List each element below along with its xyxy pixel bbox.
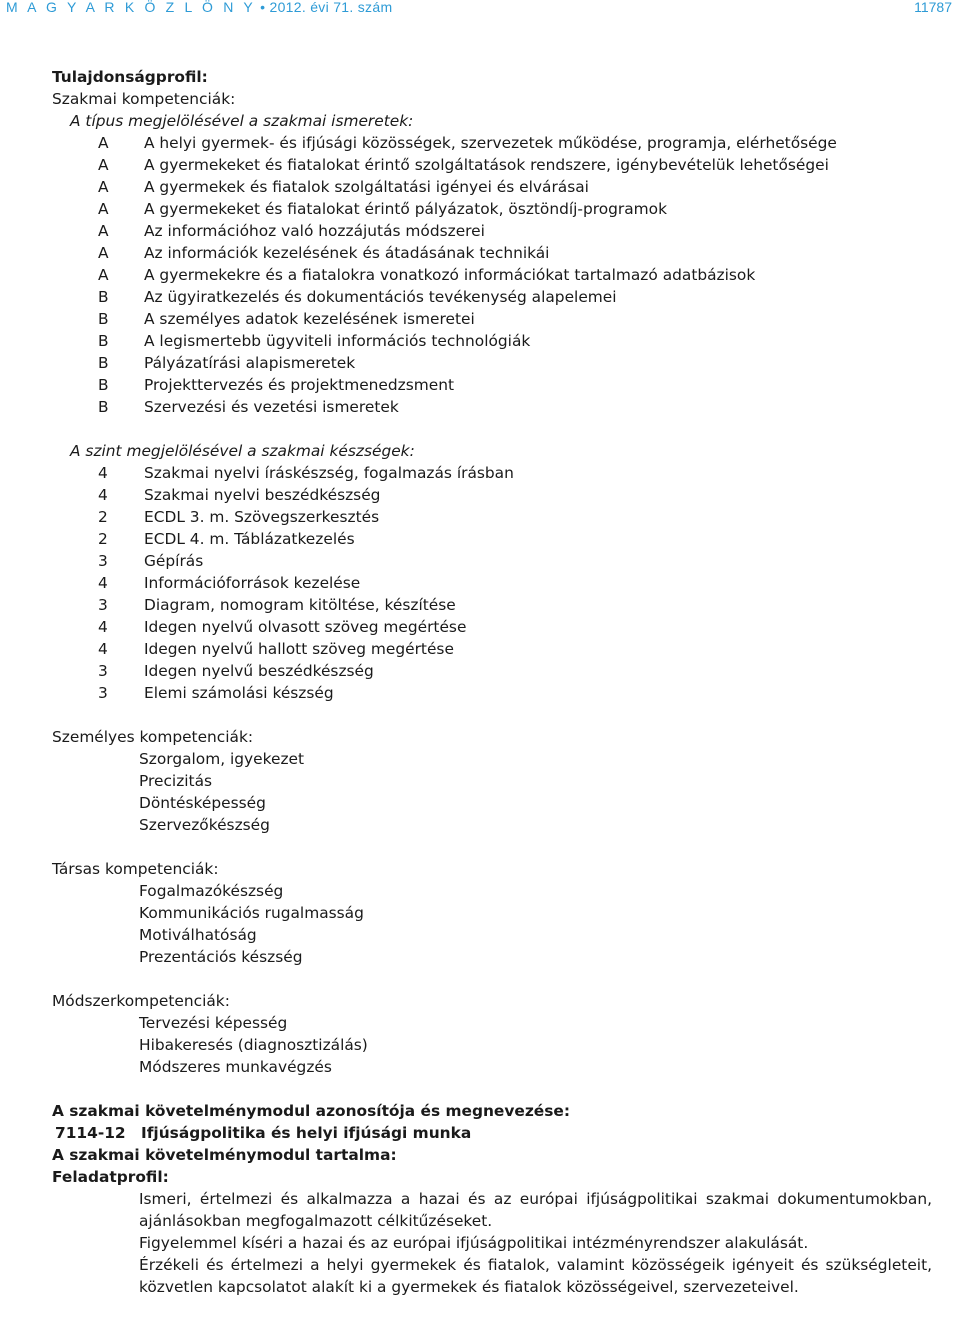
- list-item: [52, 484, 932, 506]
- item-text: A legismertebb ügyviteli információs technológiák: [144, 332, 531, 350]
- list-item: [52, 308, 932, 330]
- item-text: Gépírás: [144, 552, 204, 570]
- list-item: [52, 572, 932, 594]
- list-item: Tervezési képesség: [139, 1014, 288, 1032]
- item-code: B: [98, 310, 109, 328]
- list-item: [52, 176, 932, 198]
- item-text: A gyermekekre és a fiatalokra vonatkozó információkat tartalmazó adatbázisok: [144, 266, 756, 284]
- list-item: [52, 594, 932, 616]
- header-bullet: •: [260, 0, 266, 15]
- list-item: [52, 528, 932, 550]
- journal-title: M A G Y A R K Ö Z L Ö N Y: [6, 0, 256, 15]
- method-competencies-label: Módszerkompetenciák:: [52, 992, 230, 1010]
- item-level: 3: [98, 662, 108, 680]
- item-level: 4: [98, 640, 108, 658]
- module-code: 7114-12: [55, 1124, 126, 1142]
- list-item: [52, 198, 932, 220]
- list-item: Módszeres munkavégzés: [139, 1058, 332, 1076]
- item-text: Az ügyiratkezelés és dokumentációs tevékenység alapelemei: [144, 288, 617, 306]
- list-item: [52, 550, 932, 572]
- item-code: A: [98, 244, 109, 262]
- item-text: A gyermekeket és fiatalokat érintő szolgáltatások rendszere, igénybevételük lehetőségei: [144, 156, 829, 174]
- item-level: 4: [98, 486, 108, 504]
- item-level: 4: [98, 574, 108, 592]
- item-code: A: [98, 266, 109, 284]
- spacer: [52, 704, 932, 726]
- list-item: [52, 506, 932, 528]
- item-level: 3: [98, 684, 108, 702]
- list-item: [52, 352, 932, 374]
- knowledge-list: [52, 132, 932, 418]
- list-item: Motiválhatóság: [139, 926, 257, 944]
- item-code: A: [98, 200, 109, 218]
- professional-competencies-label: Szakmai kompetenciák:: [52, 90, 236, 108]
- personal-competencies-label: Személyes kompetenciák:: [52, 728, 254, 746]
- skills-heading: A szint megjelölésével a szakmai készségek:: [70, 442, 415, 460]
- item-text: Szakmai nyelvi íráskészség, fogalmazás írásban: [144, 464, 514, 482]
- list-item: [52, 264, 932, 286]
- running-header: [6, 0, 392, 15]
- item-code: B: [98, 332, 109, 350]
- list-item: [52, 374, 932, 396]
- item-text: Az információk kezelésének és átadásának technikái: [144, 244, 550, 262]
- list-item: Hibakeresés (diagnosztizálás): [139, 1036, 368, 1054]
- item-text: A gyermekek és fiatalok szolgáltatási igényei és elvárásai: [144, 178, 589, 196]
- spacer: [52, 836, 932, 858]
- item-code: B: [98, 398, 109, 416]
- knowledge-heading: A típus megjelölésével a szakmai ismeretek:: [70, 112, 414, 130]
- task-paragraph: Figyelemmel kíséri a hazai és az európai ifjúságpolitikai intézményrendszer alakulását.: [139, 1234, 809, 1252]
- list-item: Szorgalom, igyekezet: [139, 750, 305, 768]
- list-item: [52, 242, 932, 264]
- item-text: Elemi számolási készség: [144, 684, 334, 702]
- item-level: 4: [98, 618, 108, 636]
- skills-list: [52, 462, 932, 704]
- item-code: B: [98, 288, 109, 306]
- list-item: Fogalmazókészség: [139, 882, 284, 900]
- list-item: [52, 220, 932, 242]
- item-code: B: [98, 376, 109, 394]
- list-item: [52, 154, 932, 176]
- item-code: A: [98, 156, 109, 174]
- list-item: [52, 396, 932, 418]
- module-content-heading: A szakmai követelménymodul tartalma:: [52, 1146, 397, 1164]
- item-text: Idegen nyelvű olvasott szöveg megértése: [144, 618, 467, 636]
- item-text: Szervezési és vezetési ismeretek: [144, 398, 399, 416]
- social-competencies-label: Társas kompetenciák:: [52, 860, 219, 878]
- module-name: Ifjúságpolitika és helyi ifjúsági munka: [141, 1124, 472, 1142]
- item-text: Pályázatírási alapismeretek: [144, 354, 356, 372]
- list-item: [52, 638, 932, 660]
- spacer: [52, 968, 932, 990]
- item-level: 4: [98, 464, 108, 482]
- item-text: Diagram, nomogram kitöltése, készítése: [144, 596, 456, 614]
- list-item: Döntésképesség: [139, 794, 266, 812]
- item-text: A gyermekeket és fiatalokat érintő pályázatok, ösztöndíj-programok: [144, 200, 668, 218]
- spacer: [52, 1078, 932, 1100]
- profile-title: Tulajdonságprofil:: [52, 68, 208, 86]
- item-text: Az információhoz való hozzájutás módszerei: [144, 222, 485, 240]
- list-item: Precizitás: [139, 772, 213, 790]
- list-item: [52, 330, 932, 352]
- task-profile-label: Feladatprofil:: [52, 1168, 169, 1186]
- page-number: 11787: [914, 0, 952, 15]
- item-level: 2: [98, 530, 108, 548]
- list-item: [52, 616, 932, 638]
- item-text: ECDL 3. m. Szövegszerkesztés: [144, 508, 380, 526]
- item-level: 2: [98, 508, 108, 526]
- module-id-heading: A szakmai követelménymodul azonosítója és megnevezése:: [52, 1102, 570, 1120]
- item-text: Idegen nyelvű hallott szöveg megértése: [144, 640, 454, 658]
- task-paragraph: Ismeri, értelmezi és alkalmazza a hazai és az európai ifjúságpolitikai szakmai dokumentumokban, ajánlásokban megfogalmazott célkitűzéseket.: [139, 1190, 932, 1230]
- issue-label: 2012. évi 71. szám: [269, 0, 393, 15]
- item-level: 3: [98, 596, 108, 614]
- item-text: Szakmai nyelvi beszédkészség: [144, 486, 381, 504]
- list-item: [52, 660, 932, 682]
- list-item: Szervezőkészség: [139, 816, 270, 834]
- item-text: ECDL 4. m. Táblázatkezelés: [144, 530, 355, 548]
- list-item: [52, 286, 932, 308]
- item-text: A személyes adatok kezelésének ismeretei: [144, 310, 475, 328]
- list-item: Kommunikációs rugalmasság: [139, 904, 364, 922]
- item-code: B: [98, 354, 109, 372]
- document-body: [52, 66, 932, 1298]
- list-item: [52, 682, 932, 704]
- item-code: A: [98, 134, 109, 152]
- item-text: A helyi gyermek- és ifjúsági közösségek, szervezetek működése, programja, elérhetősége: [144, 134, 837, 152]
- task-paragraph: Érzékeli és értelmezi a helyi gyermekek és fiatalok, valamint közösségeik igényeit és szükségleteit, közvetlen kapcsolatot alakít ki a gyermekek és fiatalok közösségeivel, szervezeteivel.: [139, 1256, 932, 1296]
- module-id-row: [52, 1122, 932, 1144]
- list-item: Prezentációs készség: [139, 948, 303, 966]
- item-level: 3: [98, 552, 108, 570]
- item-code: A: [98, 178, 109, 196]
- list-item: [52, 132, 932, 154]
- task-list: [52, 1188, 932, 1298]
- spacer: [52, 418, 932, 440]
- item-text: Projekttervezés és projektmenedzsment: [144, 376, 455, 394]
- item-text: Információforrások kezelése: [144, 574, 361, 592]
- list-item: [52, 462, 932, 484]
- item-code: A: [98, 222, 109, 240]
- item-text: Idegen nyelvű beszédkészség: [144, 662, 374, 680]
